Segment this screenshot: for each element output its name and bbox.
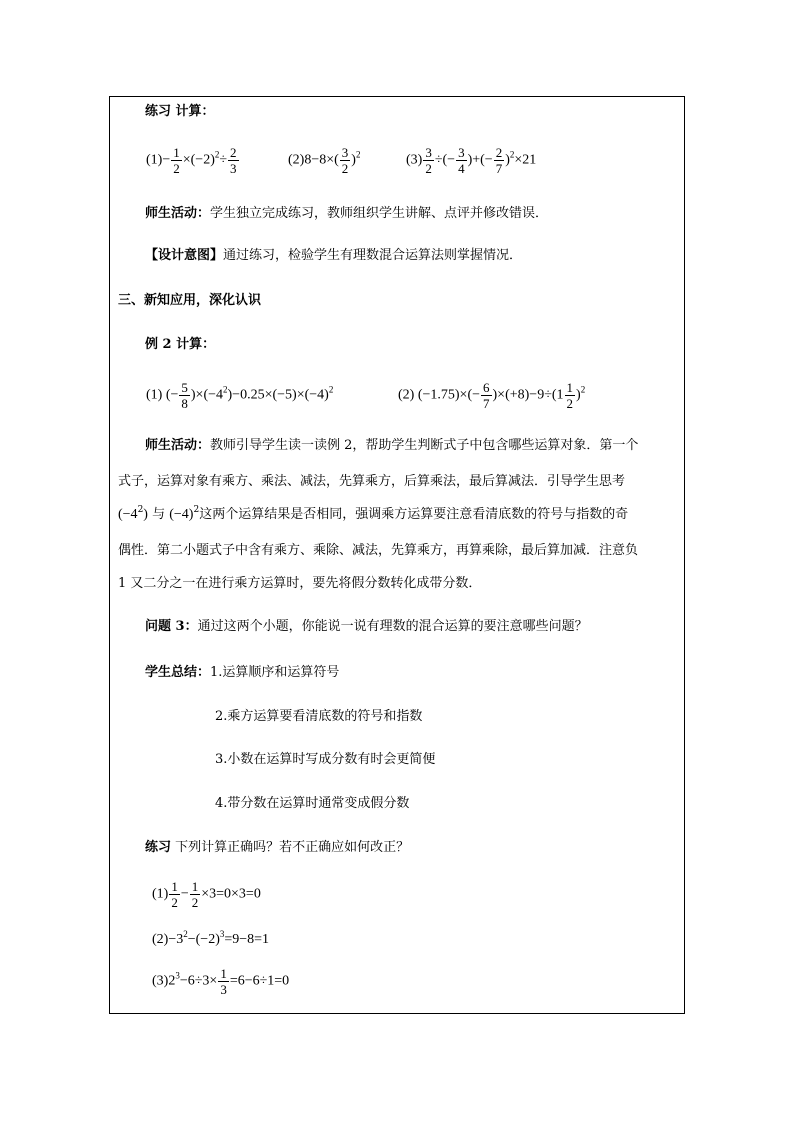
check-problem-3: $(3)2^3-6\div 3\times$ $\frac{1}{3}$ =6−6÷1=0 xyxy=(152,966,290,997)
practice1-problem-2: (2)8−8×( $\frac{3}{2}$ )$^2$ xyxy=(288,145,361,176)
section-3-heading: 三、新知应用，深化认识 xyxy=(118,293,262,308)
teacher-activity-2-line-3: $(-4^2)$ 与 $(-4)^2$这两个运算结果是否相同，强调乘方运算要注意看清底数的符号与指数的奇 xyxy=(118,505,629,522)
example-2-heading: 例 2 计算： xyxy=(145,337,216,352)
design-intent: 【设计意图】通过练习，检验学生有理数混合运算法则掌握情况． xyxy=(145,248,523,263)
teacher-activity-1: 师生活动：学生独立完成练习，教师组织学生讲解、点评并修改错误． xyxy=(145,206,549,221)
practice1-problem-3: (3) $\frac{3}{2}$ ÷(− $\frac{3}{4}$ )+(− $\frac{2}{7}$ )$^2$×21 xyxy=(406,145,537,176)
teacher-activity-2-line-1: 师生活动：教师引导学生读一读例 2，帮助学生判断式子中包含哪些运算对象．第一个 xyxy=(145,438,639,453)
example-2-problem-2: (2) (−1.75)×(− $\frac{6}{7}$ )×(+8)−9÷(1 $\frac{1}{2}$ )$^2$ xyxy=(398,380,586,411)
practice1-heading: 练习 计算： xyxy=(145,104,215,119)
practice1-problem-1: (1)− $\frac{1}{2}$ $\times(-2)^2\div$ $\frac{2}{3}$ xyxy=(146,145,237,176)
practice2-heading: 练习 下列计算正确吗？若不正确应如何改正？ xyxy=(145,840,410,855)
question-3: 问题 3：通过这两个小题，你能说一说有理数的混合运算的要注意哪些问题？ xyxy=(145,619,588,634)
summary-item-2: 2.乘方运算要看清底数的符号和指数 xyxy=(215,709,423,724)
teacher-activity-2-line-2: 式子，运算对象有乘方、乘法、减法，先算乘方，后算乘法，最后算减法．引导学生思考 xyxy=(118,474,626,489)
check-problem-1: (1) $\frac{1}{2}$ − $\frac{1}{2}$ ×3=0×3=0 xyxy=(152,879,261,910)
student-summary: 学生总结：1.运算顺序和运算符号 xyxy=(145,665,340,680)
summary-item-4: 4.带分数在运算时通常变成假分数 xyxy=(215,796,410,811)
example-2-problem-1: (1) (− $\frac{5}{8}$ )$\times(-4^2)-0.25\times(-5)\times(-4)^2$ xyxy=(146,380,334,411)
check-problem-2: $(2)-3^2-(-2)^3=9-8=1$ xyxy=(152,929,270,947)
teacher-activity-2-line-4: 偶性．第二小题式子中含有乘方、乘除、减法，先算乘方，再算乘除，最后算加减．注意负 xyxy=(118,543,639,558)
teacher-activity-2-line-5: 1 又二分之一在进行乘方运算时，要先将假分数转化成带分数． xyxy=(118,576,482,591)
summary-item-3: 3.小数在运算时写成分数有时会更简便 xyxy=(215,752,436,767)
